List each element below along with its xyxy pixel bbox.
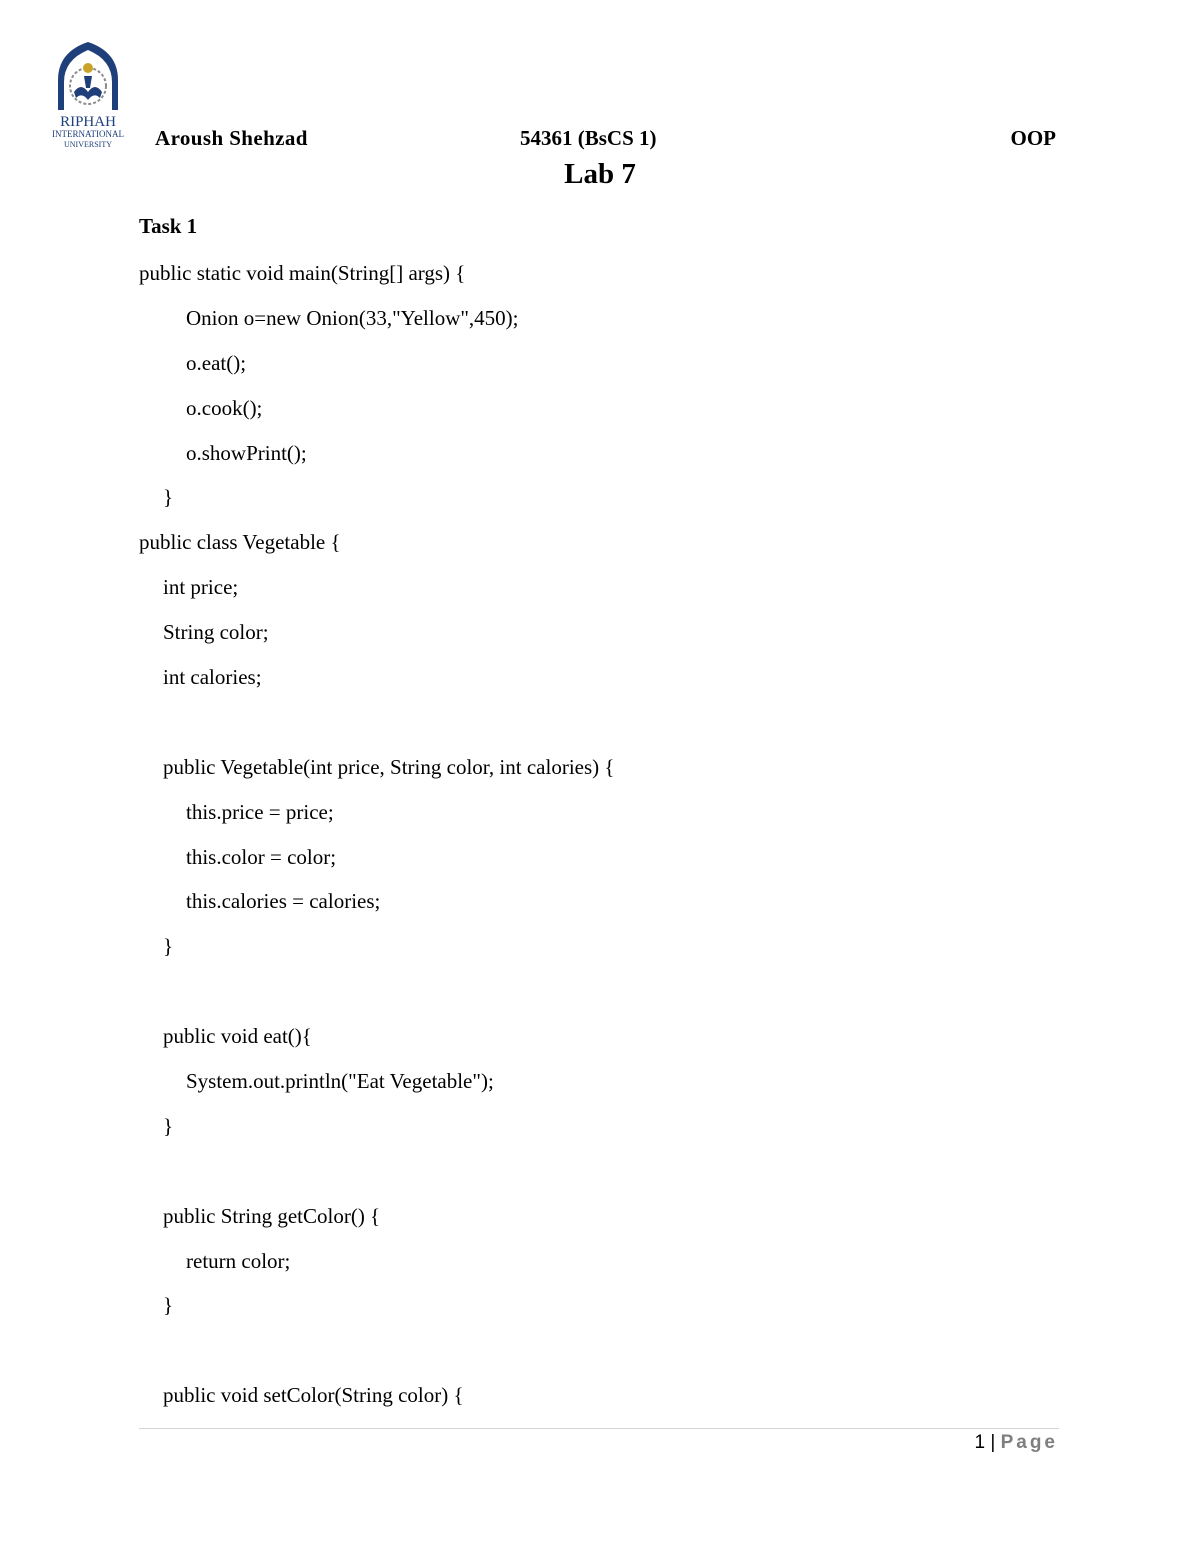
code-line: this.calories = calories; bbox=[186, 889, 381, 914]
code-line: int price; bbox=[163, 575, 239, 600]
code-line: Onion o=new Onion(33,"Yellow",450); bbox=[186, 305, 519, 330]
code-line bbox=[139, 1155, 1059, 1200]
code-line: String color; bbox=[163, 620, 269, 645]
code-line bbox=[139, 1334, 1059, 1379]
code-line: this.color = color; bbox=[186, 844, 337, 869]
code-line: public void setColor(String color) { bbox=[163, 1383, 464, 1408]
code-line: o.showPrint(); bbox=[186, 440, 307, 465]
svg-text:INTERNATIONAL: INTERNATIONAL bbox=[52, 129, 124, 139]
code-line: public String getColor() { bbox=[163, 1203, 381, 1228]
code-line bbox=[139, 975, 1059, 1020]
document-header bbox=[0, 126, 1200, 154]
code-line: public void eat(){ bbox=[163, 1024, 312, 1049]
code-line: this.price = price; bbox=[186, 799, 334, 824]
footer-separator: | bbox=[990, 1432, 996, 1453]
code-line: } bbox=[163, 934, 174, 959]
code-line: } bbox=[163, 1113, 174, 1138]
code-line: public Vegetable(int price, String color, int calories) { bbox=[163, 754, 615, 779]
code-line: } bbox=[163, 485, 174, 510]
student-id: 54361 (BsCS 1) bbox=[520, 126, 657, 150]
page-footer bbox=[975, 1432, 1059, 1454]
page-title: Lab 7 bbox=[564, 158, 636, 190]
code-line: return color; bbox=[186, 1248, 291, 1273]
page-number: 1 bbox=[974, 1432, 986, 1453]
task-heading: Task 1 bbox=[139, 214, 198, 238]
code-line: int calories; bbox=[163, 665, 262, 690]
code-line: public static void main(String[] args) { bbox=[139, 261, 466, 285]
course-name: OOP bbox=[1010, 126, 1056, 150]
code-line: o.eat(); bbox=[186, 350, 247, 375]
code-line bbox=[139, 706, 1059, 751]
code-line: System.out.println("Eat Vegetable"); bbox=[186, 1069, 494, 1094]
footer-divider bbox=[139, 1428, 1059, 1429]
code-line: public class Vegetable { bbox=[139, 530, 341, 555]
svg-text:RIPHAH: RIPHAH bbox=[60, 114, 116, 130]
code-line: o.cook(); bbox=[186, 395, 263, 420]
svg-text:UNIVERSITY: UNIVERSITY bbox=[64, 140, 112, 149]
student-name: Aroush Shehzad bbox=[155, 126, 308, 150]
code-line: } bbox=[163, 1293, 174, 1318]
code-block bbox=[139, 257, 1059, 1424]
page-label: Page bbox=[1000, 1432, 1058, 1453]
